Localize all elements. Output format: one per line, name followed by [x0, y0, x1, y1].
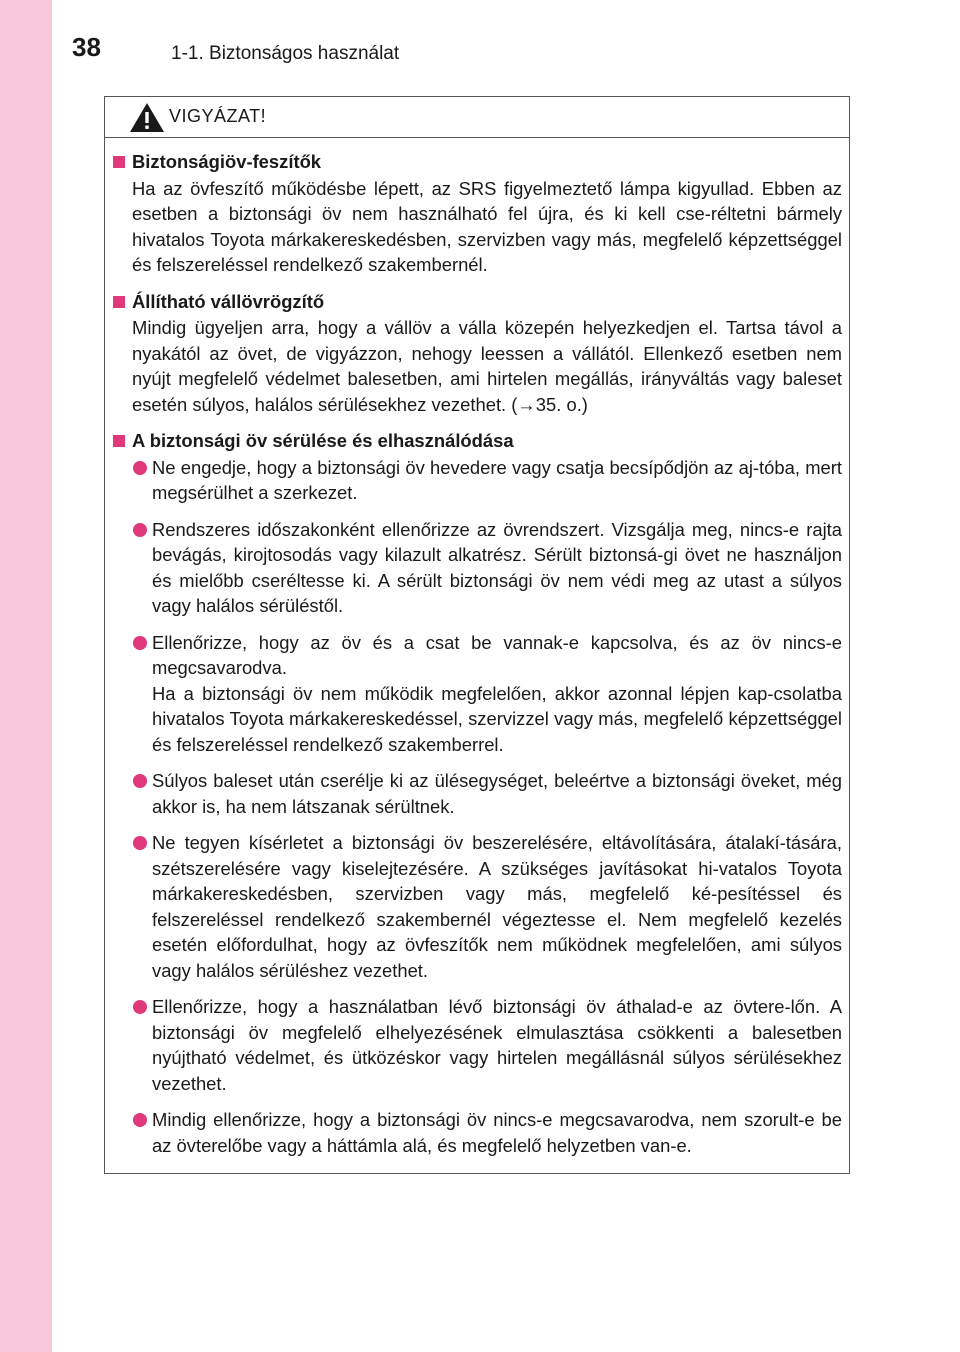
- section-heading-text: Biztonságiöv-feszítők: [132, 151, 322, 172]
- round-bullet-icon: [133, 523, 147, 537]
- section-heading: [112, 149, 842, 175]
- section-heading-text: Állítható vállövrögzítő: [132, 290, 325, 312]
- section-paragraph: Ha az övfeszítő működésbe lépett, az SRS figyelmeztető lámpa kigyullad. Ebben az esetben a biztonsági öv nem használható fel újra, és ki kell cse-réltetni bármely hivatalos Toyota márkakereskedésben, szervizben vagy más, megfelelő képzettséggel és felszereléssel rendelkező szakembernél.: [132, 177, 842, 275]
- list-item-text: Rendszeres időszakonként ellenőrizze az övrendszert. Vizsgálja meg, nincs-e rajta bevágás, kirojtosodás vagy kilazult alkatrész. Sérült biztonsá-gi övet ne használjon és mielőbb cseréltesse ki. A sérült biztonsági öv nem védi meg az utast a súlyos vagy halálos sérüléstől.: [152, 518, 842, 616]
- round-bullet-icon: [133, 636, 147, 650]
- square-bullet-icon: [113, 156, 125, 168]
- list-item-text: Mindig ellenőrizze, hogy a biztonsági öv nincs-e megcsavarodva, nem szorult-e be az övterelőbe vagy a háttámla alá, és megfelelő helyzetben van-e.: [152, 1109, 842, 1156]
- round-bullet-icon: [133, 1000, 147, 1014]
- list-item: [112, 517, 842, 619]
- list-item-text-continued: Ha a biztonsági öv nem működik megfelelően, akkor azonnal lépjen kap-csolatba hivatalos Toyota márkakereskedéssel, szervizzel vagy más, megfelelő képzettséggel és felszereléssel rendelkező szakemberrel.: [152, 682, 842, 755]
- list-item: [112, 994, 842, 1096]
- round-bullet-icon: [133, 461, 147, 475]
- section-heading-text: A biztonsági öv sérülése és elhasználódása: [132, 430, 514, 451]
- list-item: [112, 1107, 842, 1158]
- warning-box: [104, 96, 850, 1174]
- round-bullet-icon: [133, 1113, 147, 1127]
- section-title: 1-1. Biztonságos használat: [171, 43, 400, 64]
- square-bullet-icon: [113, 296, 125, 308]
- list-item-text: Ne tegyen kísérletet a biztonsági öv beszerelésére, eltávolítására, átalakí-tására, szétszerelésére vagy kiselejtezésére. A szükséges javításokat hi-vatalos Toyota márkakereskedésben, szervizben vagy más, megfelelő ké-pesítéssel és felszereléssel rendelkező szakembernél végeztesse el. Nem megfelelő kezelés esetén előfordulhat, hogy az övfeszítők nem működnek megfelelően, ami súlyos vagy halálos sérüléshez vezethet.: [152, 832, 842, 981]
- warning-triangle-icon: [129, 102, 165, 133]
- page-number: 38: [72, 32, 101, 62]
- list-item: [112, 630, 842, 758]
- list-item-text: Ellenőrizze, hogy az öv és a csat be vannak-e kapcsolva, és az öv nincs-e megcsavarodva.: [152, 631, 842, 678]
- warning-content: [112, 149, 842, 1169]
- round-bullet-icon: [133, 774, 147, 788]
- list-item: [112, 455, 842, 506]
- section-heading: [112, 428, 842, 454]
- list-item-text: Ne engedje, hogy a biztonsági öv hevedere vagy csatja becsípődjön az aj-tóba, mert megsérülhet a szerkezet.: [152, 456, 842, 503]
- square-bullet-icon: [113, 435, 125, 447]
- list-item: [112, 830, 842, 983]
- page-header: [0, 0, 960, 80]
- section-paragraph: Mindig ügyeljen arra, hogy a vállöv a válla közepén helyezkedjen el. Tartsa távol a nyakától az övet, de vigyázzon, nehogy leessen a vállától. Ellenkező esetben nem nyújt megfelelő védelmet balesetben, ami hirtelen megállás, irányváltás vagy baleset esetén súlyos, halálos sérülésekhez vezethet. (→35. o.): [132, 317, 842, 415]
- warning-title: VIGYÁZAT!: [169, 106, 267, 126]
- section-heading: [112, 289, 842, 315]
- side-band: [0, 0, 52, 1352]
- warning-header: [105, 97, 849, 138]
- round-bullet-icon: [133, 836, 147, 850]
- list-item-text: Ellenőrizze, hogy a használatban lévő biztonsági öv áthalad-e az övtere-lőn. A biztonsági öv megfelelő elhelyezésének elmulasztása csökkenti a balesetben nyújtható védelmet, és ütközéskor vagy hirtelen megállásnál súlyos sérülésekhez vezethet.: [152, 996, 842, 1094]
- list-item: [112, 768, 842, 819]
- list-item-text: Súlyos baleset után cserélje ki az ülésegységet, beleértve a biztonsági öveket, még akkor is, ha nem látszanak sérültnek.: [152, 770, 842, 817]
